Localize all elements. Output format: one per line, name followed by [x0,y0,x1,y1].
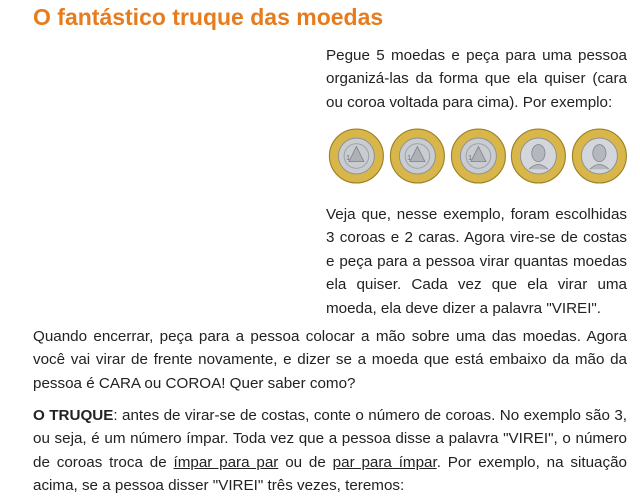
link-odd-to-even[interactable]: ímpar para par [173,453,279,471]
trick-paragraph [33,404,627,498]
article-title: O fantástico truque das moedas [33,4,384,30]
explanation-block [326,203,627,320]
intro-paragraph: Pegue 5 moedas e peça para uma pessoa organizá-las da forma que ela quiser (cara ou coroa voltada para cima). Por exemplo: [326,47,627,111]
svg-text:1: 1 [345,152,351,162]
coin-tails-icon [389,127,446,185]
trick-text-b: ou de [278,453,333,471]
coin-row [328,127,628,187]
coin-tails-icon [328,127,385,185]
intro-block [326,44,627,114]
trick-label: O TRUQUE [33,407,114,424]
trick-text-a: : antes de virar-se de costas, conte o número de coroas. No exemplo são 3, ou seja, é um número ímpar. Toda vez que a pessoa disse a palavra "VIREI", o número de coroas troca de [33,407,627,471]
coin-heads-icon [571,127,628,185]
coin-tails-icon [450,127,507,185]
ending-paragraph: Quando encerrar, peça para a pessoa colocar a mão sobre uma das moedas. Agora você vai virar de frente novamente, e dizer se a moeda que está embaixo da mão da pessoa é CARA ou COROA! Quer saber como? [33,328,627,392]
svg-text:1: 1 [406,152,412,162]
trick-text-c: . Por exemplo, na situação acima, se a pessoa disser "VIREI" três vezes, teremos: [33,453,627,495]
svg-text:1: 1 [467,152,472,162]
coin-heads-icon [510,127,567,185]
link-even-to-odd[interactable]: par para ímpar [332,453,437,471]
explanation-paragraph: Veja que, nesse exemplo, foram escolhidas 3 coroas e 2 caras. Agora vire-se de costas e peça para a pessoa virar quantas moedas ela quiser. Cada vez que ela virar uma moeda, ela deve dizer a palavra "VIREI". [326,206,627,317]
